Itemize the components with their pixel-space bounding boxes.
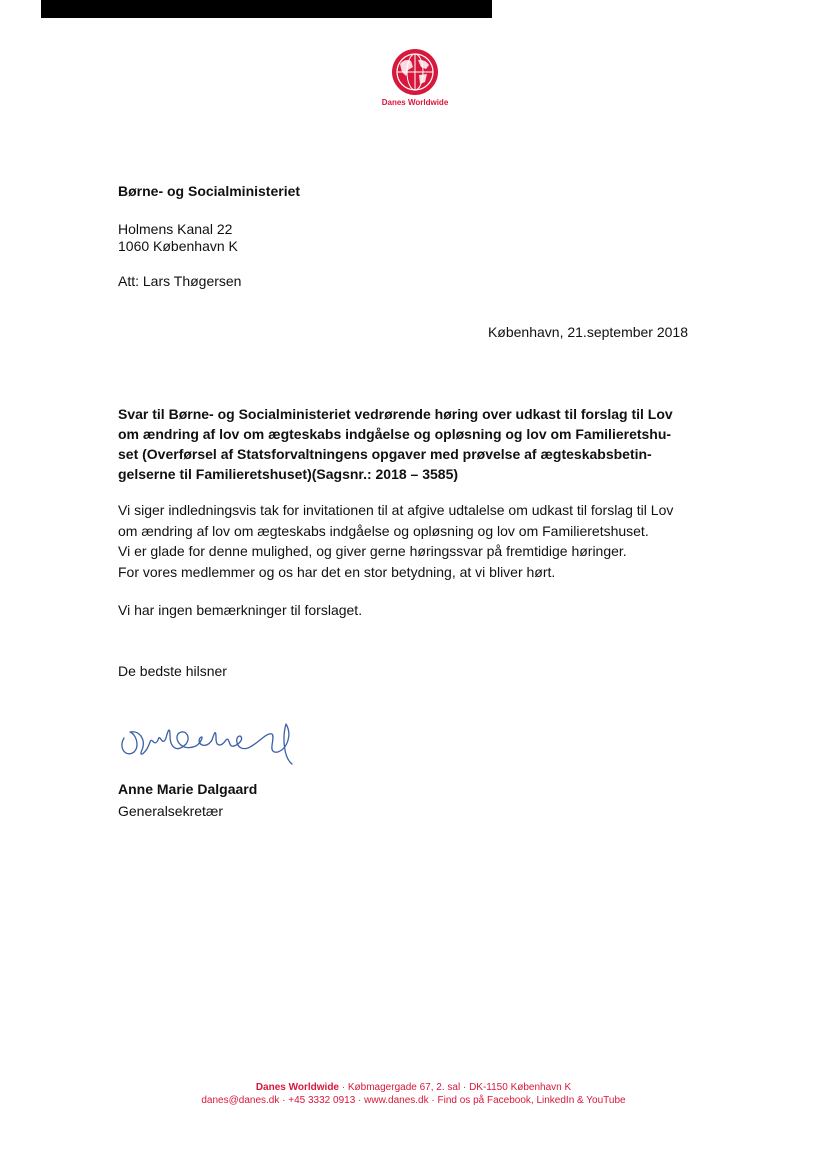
remark-line: Vi har ingen bemærkninger til forslaget. (118, 602, 363, 618)
body-line: Vi er glade for denne mulighed, og giver gerne høringssvar på fremtidige høringer. (118, 543, 627, 559)
subject-line: gelserne til Familieretshuset)(Sagsnr.: 2018 – 3585) (118, 466, 459, 482)
recipient-att: Att: Lars Thøgersen (118, 273, 242, 289)
footer-line2: danes@danes.dk · +45 3332 0913 · www.danes.dk · Find os på Facebook, LinkedIn & YouTube (201, 1095, 626, 1106)
signer-title: Generalsekretær (118, 803, 224, 819)
letter-footer (0, 1081, 827, 1107)
body-paragraph (118, 500, 718, 582)
handwritten-signature (116, 718, 296, 775)
footer-line1 (0, 1081, 827, 1094)
footer-address: · Købmagergade 67, 2. sal · DK-1150 København K (339, 1082, 572, 1093)
recipient-address-line1: Holmens Kanal 22 (118, 221, 233, 237)
subject-line: om ændring af lov om ægteskabs indgåelse og opløsning og lov om Familieretshu- (118, 426, 672, 442)
danes-worldwide-logo (381, 48, 449, 107)
body-line: Vi siger indledningsvis tak for invitationen til at afgive udtalelse om udkast til forslag til Lov (118, 502, 674, 518)
subject-heading (118, 404, 718, 484)
letter-date: København, 21.september 2018 (487, 324, 688, 340)
recipient-address-line2: 1060 København K (118, 238, 238, 254)
subject-line: set (Overførsel af Statsforvaltningens opgaver med prøvelse af ægteskabsbetin- (118, 446, 652, 462)
subject-line: Svar til Børne- og Socialministeriet vedrørende høring over udkast til forslag til Lov (118, 406, 673, 422)
body-line: om ændring af lov om ægteskabs indgåelse og opløsning og lov om Familieretshuset. (118, 522, 649, 539)
body-line: For vores medlemmer og os har det en stor betydning, at vi bliver hørt. (118, 563, 556, 580)
recipient-name: Børne- og Socialministeriet (118, 183, 301, 199)
logo-text: Danes Worldwide (381, 98, 449, 107)
closing-line: De bedste hilsner (118, 663, 227, 679)
top-black-bar (41, 0, 492, 18)
footer-brand: Danes Worldwide (255, 1082, 339, 1093)
signer-name: Anne Marie Dalgaard (118, 781, 258, 797)
globe-logo-icon (391, 48, 439, 96)
